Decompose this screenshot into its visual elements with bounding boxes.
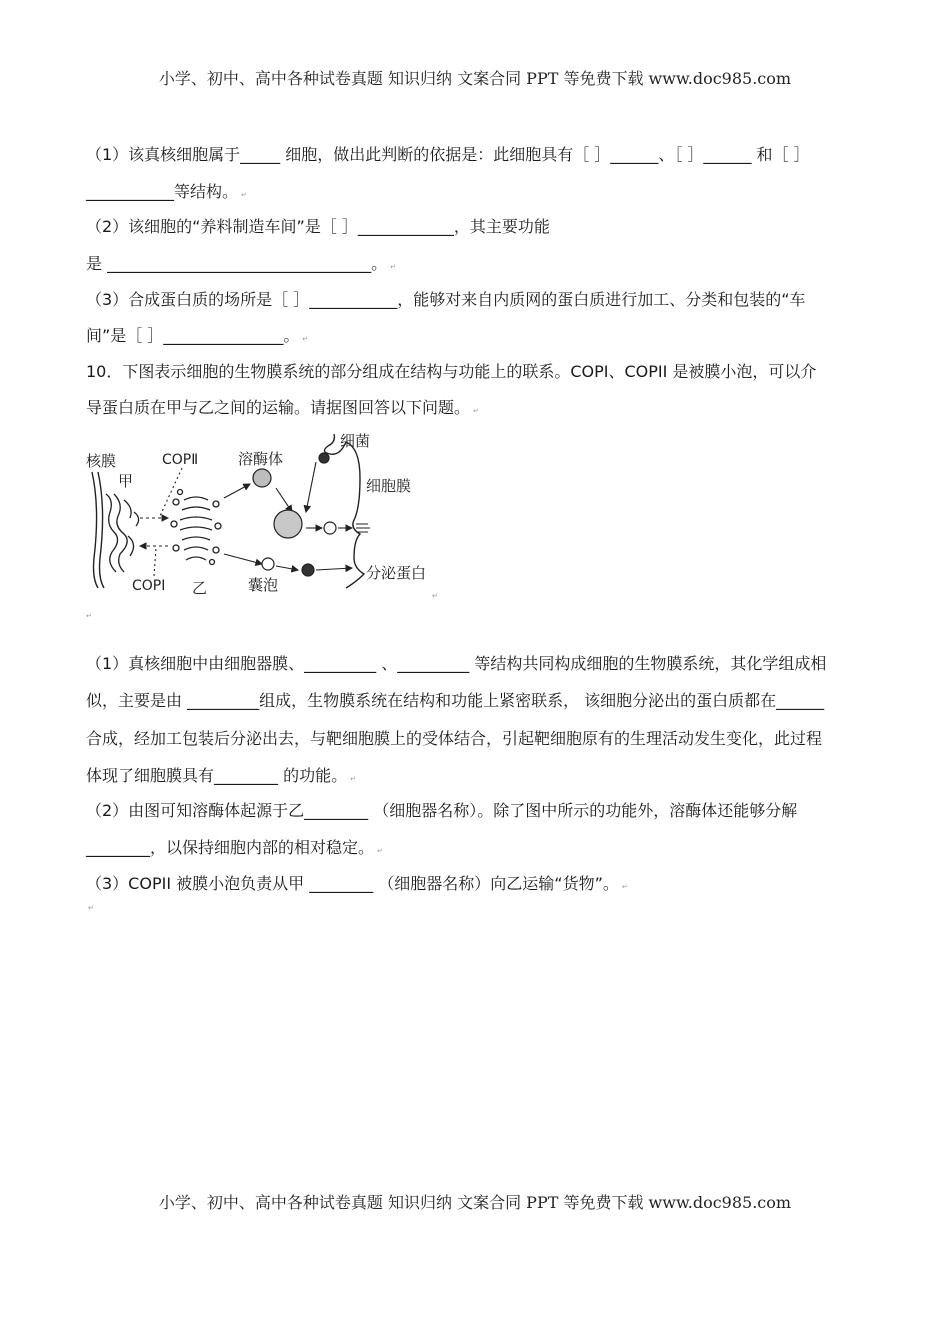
cell-membrane-shape [324, 434, 364, 588]
q9-part3-line1: （3）合成蛋白质的场所是［ ］___________，能够对来自内质网的蛋白质进行加工、分类和包装的“车 [86, 290, 806, 309]
paragraph-mark: ↵ [86, 612, 92, 620]
label-lysosome: 溶酶体 [238, 450, 284, 468]
label-golgi: 乙 [192, 579, 208, 597]
label-cell-membrane: 细胞膜 [366, 477, 412, 495]
paragraph-mark: ↵ [302, 335, 309, 343]
q10-part2-line1: （2）由图可知溶酶体起源于乙________ （细胞器名称）。除了图中所示的功能外，溶酶体还能够分解 [86, 801, 798, 820]
nuclear-membrane-shape [92, 472, 104, 588]
q9-part1-line1: （1）该真核细胞属于_____ 细胞，做出此判断的依据是：此细胞具有［ ］______、［ ］______ 和［ ］ [86, 145, 810, 164]
paragraph-mark: ↵ [241, 191, 247, 199]
golgi-shape [171, 490, 221, 565]
vesicles [253, 453, 336, 576]
paragraph-mark: ↵ [621, 883, 628, 891]
q10-part2-line2: ________，以保持细胞内部的相对稳定。 ↵ [86, 838, 383, 857]
paragraph-mark: ↵ [350, 775, 356, 783]
membrane-fusion-marks [356, 524, 370, 532]
label-vesicle: 囊泡 [248, 576, 279, 594]
paragraph-mark: ↵ [88, 904, 94, 912]
label-er: 甲 [118, 472, 134, 490]
q9-part1-line2: ___________等结构。 ↵ [86, 182, 247, 201]
label-bacteria: 细菌 [340, 432, 371, 450]
label-copi: COPⅠ [132, 578, 166, 594]
q10-stem-line1: 10．下图表示细胞的生物膜系统的部分组成在结构与功能上的联系。COPI、COPII 是被膜小泡，可以介 [86, 362, 817, 381]
q10-part3-line1: （3）COPII 被膜小泡负责从甲 ________ （细胞器名称）向乙运输“货物”。 ↵ [86, 874, 628, 893]
page-header: 小学、初中、高中各种试卷真题 知识归纳 文案合同 PPT 等免费下载 www.doc985.com [158, 69, 792, 88]
paragraph-mark: ↵ [377, 847, 383, 855]
q9-part2-line2: 是 _________________________________。 ↵ [86, 254, 396, 273]
er-shape [106, 494, 139, 572]
q10-part1-line2: 似，主要是由 _________组成，生物膜系统在结构和功能上紧密联系， 该细胞分泌出的蛋白质都在______ [86, 691, 825, 710]
q10-part1-line4: 体现了细胞膜具有________ 的功能。 ↵ [86, 766, 356, 785]
paragraph-mark: ↵ [390, 263, 396, 271]
label-secreted-protein: 分泌蛋白 [366, 564, 427, 582]
q10-part1-line3: 合成，经加工包装后分泌出去，与靶细胞膜上的受体结合，引起靶细胞原有的生理活动发生变化，此过程 [86, 729, 823, 748]
transport-arrows [140, 462, 352, 576]
paragraph-mark: ↵ [473, 407, 479, 415]
membrane-system-diagram [84, 428, 444, 598]
label-nuclear-membrane: 核膜 [86, 452, 117, 470]
page-footer: 小学、初中、高中各种试卷真题 知识归纳 文案合同 PPT 等免费下载 www.doc985.com [158, 1193, 792, 1212]
label-copii: COPⅡ [162, 452, 199, 468]
paragraph-mark: ↵ [432, 592, 438, 600]
q9-part2-line1: （2）该细胞的“养料制造车间”是［ ］____________，其主要功能 [86, 217, 550, 236]
q9-part3-line2: 间”是［ ］_______________。 ↵ [86, 326, 309, 345]
q10-stem-line2: 导蛋白质在甲与乙之间的运输。请据图回答以下问题。 ↵ [86, 398, 479, 417]
q10-part1-line1: （1）真核细胞中由细胞器膜、_________ 、_________ 等结构共同构成细胞的生物膜系统，其化学组成相 [86, 654, 827, 673]
